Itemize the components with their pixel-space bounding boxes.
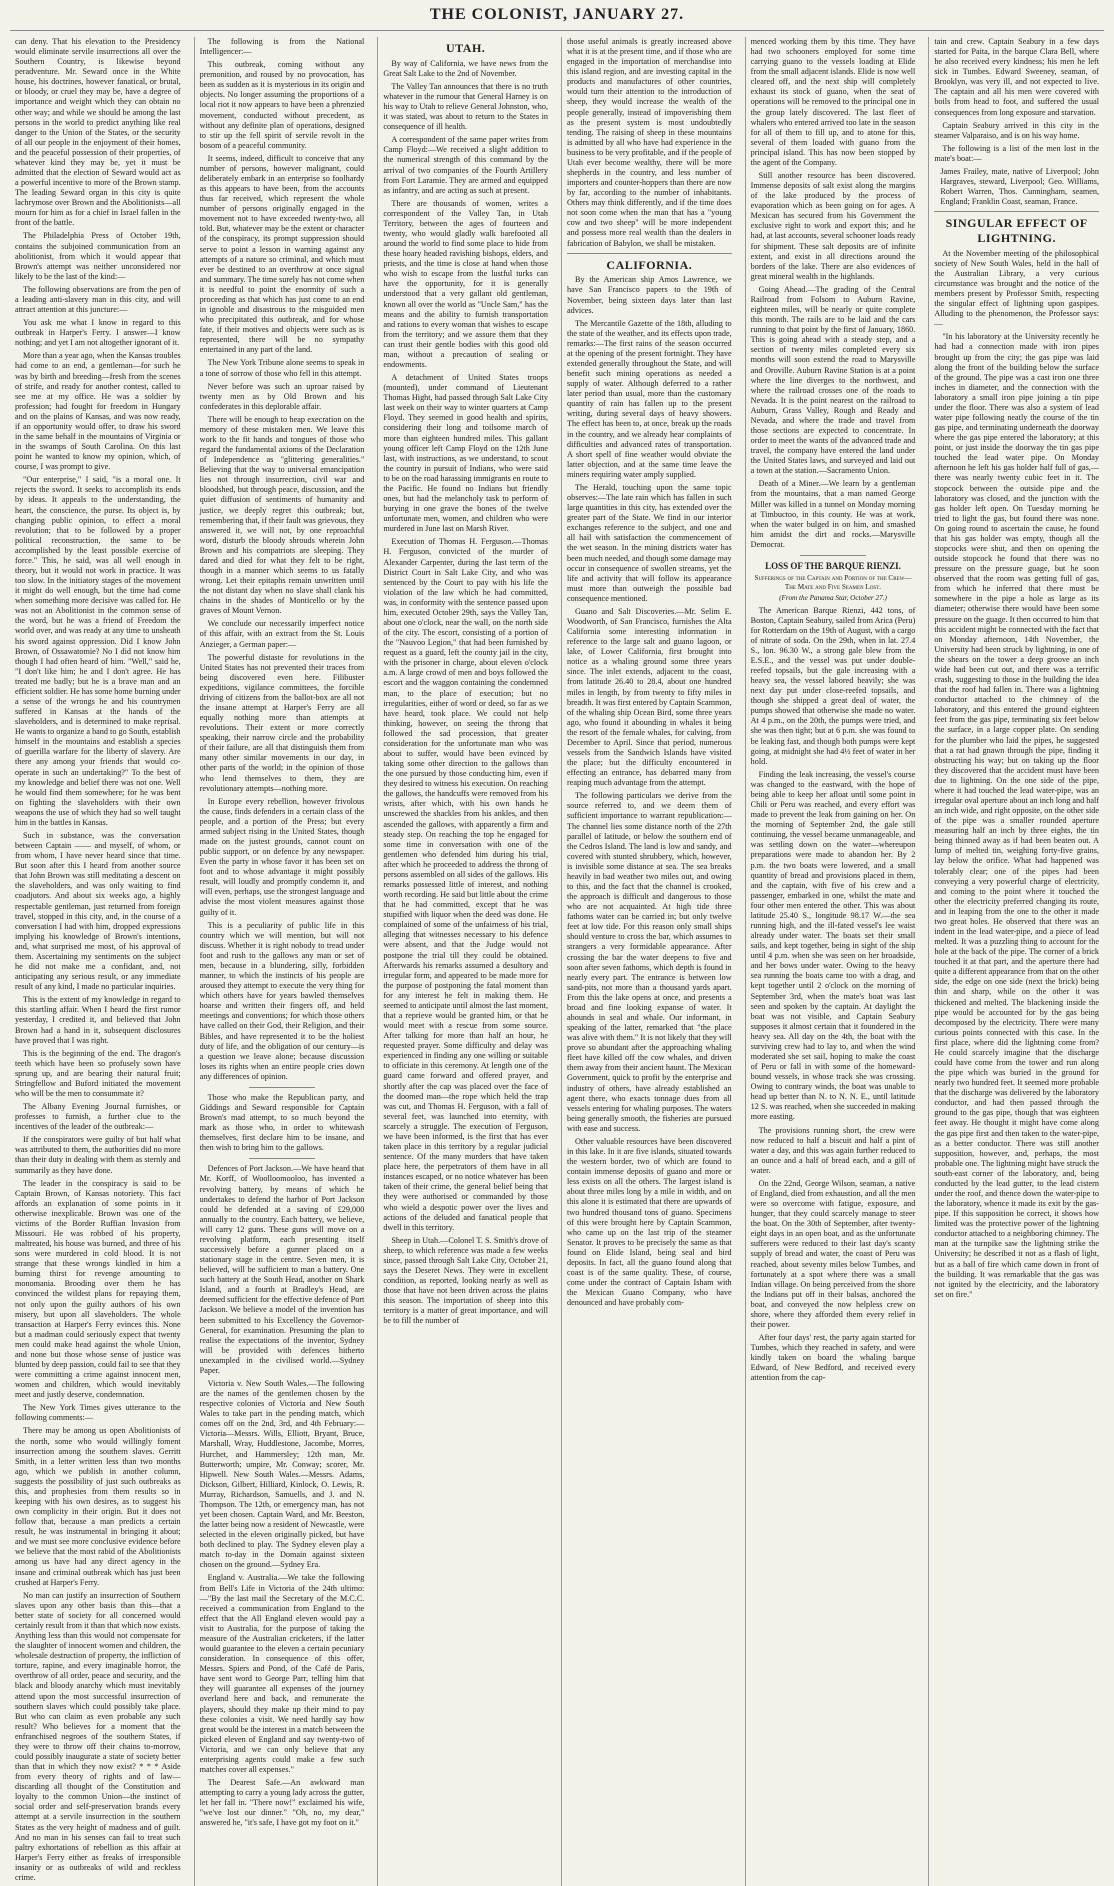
article-paragraph: It seems, indeed, difficult to conceive that any number of persons, however malignant, could deliberately embark in an enterprise so foolhardy as this appears to have been, from the accounts thus far received, which represent the whole number of persons originally engaged in the movement not to have exceeded twenty-two, all told. But, whatever may be the extent or character of the conspiracy, its prompt suppression should serve to point a lesson in warning against any attempts of a nature so criminal, and which must ever be destined to an overthrow at once signal and summary. The time surely has not come when it is needful to point the enormity of such a proceeding as that which has just come to an end in ignoble and disastrous to the misguided men who precipitated this outbreak, and for whose fate, if their motives and objects were such as is represented, there will be no sympathy entertained in any part of the land. bbox=[199, 153, 365, 355]
article-paragraph: those useful animals is greatly increased above what it is at the present time, and if those who are engaged in the importation of merchandise into this island region, and are investing capital in the products and manufactures of other countries, would turn their attention to the introduction of sheep, they would increase the wealth of the people generally, instead of impoverishing them as the present system is most undoubtedly tending. The raising of sheep in these mountains is admitted by all who have had experience in the business to be very profitable, and if the people of Utah ever become wealthy, there will be more shepherds in the country, and less number of importers and counter-hoppers than there are now by far, according to the number of inhabitants. Others may think differently, and if the time does not soon come when the man that has a "young cow and two sheep" will be more independent and possess more real wealth than the dealers in fabrication of Babylon, we shall be mistaken. bbox=[567, 37, 732, 248]
article-paragraph: The New York Tribune alone seems to speak in a tone of sorrow of those who fell in this attempt. bbox=[199, 358, 365, 378]
article-sheep: Sheep in Utah.—Colonel T. S. Smith's drove of sheep, to which reference was made a few weeks since, passed through Salt Lake City, October 21, says the Deseret News. They were in excellent condition, as reported, looking nearly as well as those that have not been driven across the plains this season. The importation of sheep into this territory is a matter of great importance, and will be to fill the number of bbox=[383, 1235, 548, 1326]
article-paragraph: The New York Times gives utterance to the following comments:— bbox=[15, 1403, 181, 1423]
article-cricket-england: England v. Australia.—We take the following from Bell's Life in Victoria of the 24th ultimo:—"By the last mail the Secretary of the M.C.C. received a communication from England to the effect that the All England eleven would pay a visit to Australia, for the purpose of taking the measure of the Australian cricketers, if the latter would guarantee to the eleven a certain pecuniary consideration. In consequence of this offer, Messrs. Spiers and Pond, of the Café de Paris, have sent word to George Parr, telling him that they will guarantee all expenses of the journey overland here and back, and remunerate the players, should they make up their mind to pay these colonies a visit. We need hardly say how great would be the interest in a match between the picked eleven of England and say twenty-two of Victoria, and we can only believe that any enterprising agents could make a few such matches cover all expenses." bbox=[199, 1573, 365, 1774]
column-3 bbox=[377, 37, 553, 1886]
article-paragraph: No man can justify an insurrection of Southern slaves upon any other basis than this—that a better state of society for all concerned would certainly result from it than that which now exists. Anything less than this would not compensate for the slaughter of innocent women and children, the wholesale destruction of property, the infliction of torture, rapine, and every imaginable horror, the overthrow of all order, peace and security, and the black and bloody anarchy which must inevitably attend upon the most successful insurrection of southern slaves which could possibly take place. But who can claim as even probable any such result? Who believes for a moment that the enfranchised negroes of the southern States, if they were to throw off their chains to-morrow, could possibly inaugurate a state of society better than that in which they now exist? * * * Aside from every theory of rights and of law—discarding all thought of the Constitution and loyalty to the common Union—the instinct of social order and self-preservation brands every attempt at a servile insurrection in the southern States as the very height of madness and of guilt. And no man in his senses can fail to treat such paltry exhortations of rebellion as this affair at Harper's Ferry either as freaks of irresponsible insanity or as outbreaks of wild and reckless crime. bbox=[15, 1590, 181, 1882]
article-paragraph: Those who make the Republican party, and Giddings and Seward responsible for Captain Brown's mad attempt, to so much beyond the mark as those who, in order to whitewash themselves, first declare him to be insane, and then wish to bring him to the gallows. bbox=[199, 1092, 365, 1153]
article-paragraph: This is a peculiarity of public life in this country which we will mention, but will not discuss. Whether it is right nobody to tread under foot and rush to the gallows any man or set of men, because in a blundering, silly, forbidden manner, to which the instincts of his people are aroused they attempt to execute the very thing for which others have for years bawled themselves hoarse and written their fingers off, and held meetings and conventions; for which those others have called on their God, their Religion, and their Bibles, and have represented it to be the holiest duty of life, and the obligation of our century—is a question we leave alone; because discussion loses its rights when an entire people cries down any differences of opinion. bbox=[199, 920, 365, 1081]
section-heading-lightning: SINGULAR EFFECT OF LIGHTNING. bbox=[945, 216, 1088, 245]
article-paragraph: The Philadelphia Press of October 19th, contains the subjoined communication from an abolitionist, from which it would appear that Brown's attempt was neither unconsidered nor likely to be the last of the kind:— bbox=[15, 231, 181, 281]
article-paragraph: More than a year ago, when the Kansas troubles had come to an end, a gentleman—for such he was by birth and breeding—fresh from the scenes of strife, and ready for another contest, called to see me at my office. He was a soldier by profession; had fought for freedom in Hungary and on the plains of Kansas, and was now ready, if an opportunity would offer, to draw his sword in the same behalf in the mountains of Virginia or in the swamps of South Carolina. On this last point he wanted to know my opinion, which, of course, I was prompt to give. bbox=[15, 351, 181, 472]
article-paragraph: The Mercantile Gazette of the 18th, alluding to the state of the weather, and its effects upon trade, remarks:—The first rains of the season occurred at the opening of the present fortnight. They have extended generally throughout the State, and will benefit such mining operations as needed a supply of water. Although deferred to a rather later period than usual, more than the customary quantity of rain has fallen up to the present writing, during several days of heavy showers. The effect has been to, at once, break up the roads in the country, and we already hear complaints of difficulties and advanced rates of transportation. A short spell of fine weather would obviate the latter objection, and at the same time leave the miners requiring water amply supplied. bbox=[567, 318, 732, 479]
article-dearest-safe: The Dearest Safe.—An awkward man attempting to carry a young lady across the gutter, let her fall in. "There now!" exclaimed his wife, "we've lost our dinner." "Oh, no, my dear," answered he, "it's safe, I have got my foot on it." bbox=[199, 1778, 365, 1828]
article-paragraph: menced working them by this time. They have had two schooners employed for some time carrying guano to the vessels loading at Elide from the small adjacent islands. Elide is now well cleared off, and the next ship will completely exhaust its stock of guano, when the seat of operations will be removed to the principal one in the group lately discovered. The last fleet of whalers who entered arrived too late in the season for all of them to fill up, and to atone for this, several of them loaded with guano from the principal island. This has now been stopped by the agent of the Company. bbox=[750, 37, 916, 167]
article-paragraph: The following particulars we derive from the source referred to, and we deem them of sufficient importance to warrant republication:—The channel lies some distance north of the 27th parallel of latitude, or below the southern end of the Cedros Island. The land is low and sandy, and covered with stunted shrubbery, which, however, is invisible some distance at sea. The sea breaks heavily in bad weather two miles out, and owing to this, and the fact that the channel is crooked, the approach is difficult and dangerous to those who are not acquainted. At high tide three fathoms water can be carried in; but only twelve feet at low tide. For this reason only small ships should venture to cross the bar, which assumes to strangers a very formidable appearance. After crossing the bar the water deepens to five and soon after seven fathoms, which depth is found in nearly every part. The entrance is between low sand-pits, not more than a thousand yards apart. From this the lake opens at once, and presents a broad and fine looking expanse of water. It abounds in seal and whale. Our informant, in speaking of the latter, remarked that "the place was alive with them." It is not likely that they will prove so abundant after the approaching whaling fleet have killed off the cow whales, and driven them away from their ancient haunt. The Mexican Government, quick to profit by the enterprise and industry of others, have already established an agent there, who exacts tonnage dues from all vessels entering for whaling purposes. The waters being generally smooth, the fisheries are pursued with ease and success. bbox=[567, 791, 732, 1133]
article-paragraph: Other valuable resources have been discovered in this lake. In it are five islands, situated towards the western border, two of which are found to contain immense deposits of guano and more or less exists on all the others. The largest island is about three miles long by a mile in width, and on this alone it is estimated that there are upwards of two hundred thousand tons of guano. Specimens of this were brought here by Captain Scammon, who came up on the last trip of the steamer Senator. It proves to be precisely the same as that found on Elide Island, being seal and bird deposits. In fact, all the guano found along that coast is of the same quality. These, of course, come under the contract of Captain Isham with the Mexican Guano Company, who have denounced and have probably com- bbox=[567, 1136, 732, 1308]
article-paragraph: The Herald, touching upon the same topic observes:—The late rain which has fallen in such large quantities in this city, has extended over the greater part of the State. We find in our interior exchanges reference to the subject, and one and all hail with satisfaction the commencement of the wet season. In the mining districts water has been much needed, and though some damage may occur in consequence of swollen streams, yet the life and activity that will follow its appearance must more than outweigh the possible bad consequence mentioned. bbox=[567, 482, 732, 603]
section-source: (From the Panama Star, October 27.) bbox=[779, 593, 887, 602]
article-paragraph: This outbreak, coming without any premonition, and roused by no provocation, has been as sudden as it is mysterious in its origin and objects. No longer assuming the proportions of a local riot it now appears to have been a phrenzied movement, conducted without precedent, as without any definite plan of operations, designed to stir up the fell spirit of servile revolt in the bosom of a peaceful community. bbox=[199, 60, 365, 150]
article-paragraph: We conclude our necessarily imperfect notice of this affair, with an extract from the St. Louis Anzieger, a German paper:— bbox=[199, 619, 365, 649]
article-paragraph: You ask me what I know in regard to this outbreak in Harper's Ferry. I answer—I know nothing; and yet I am not altogether ignorant of it. bbox=[15, 318, 181, 348]
column-5 bbox=[745, 37, 921, 1886]
article-execution: Execution of Thomas H. Ferguson.—Thomas H. Ferguson, convicted of the murder of Alexander Carpenter, during the last term of the District Court in Salt Lake City, and who was sentenced by the Court to pay with his life the violation of the law which he had committed, was, in conformity with the sentence passed upon him, executed October 29th, says the Valley Tan, about one o'clock, near the wall, on the north side of the city. The escort, consisting of a portion of the "Nauvoo Legion," that had been furnished by request as a guard, left the county jail in the city, with the prisoner in charge, about eleven o'clock a.m. A large crowd of men and boys followed the escort and the waggon containing the condemned man, to the place of execution; but no irregularities, either of word or deed, so far as we have heard, took place. We could not help thinking, however, on seeing the throng that followed the sad procession, that greater consideration for the unfortunate man who was about to suffer, would have been evinced by taking some other direction to the gallows than the one pursued by those conducting him, even if they desired to witness his execution. On reaching the gallows, the handcuffs were removed from his wrists, after which, with his own hands he unscrewed the shackles from his ankles, and then ascended the gallows, with apparently a firm and steady step. On reaching the top he engaged for some time in conversation with one of the gentlemen who defended him during his trial, after which he proceeded to address the throng of persons assembled on all sides of the gallows. His remarks possessed little of interest, and nothing worth recording. He said but little about the crime that he had committed, except that he was stupified with liquor when the deed was done. He complained of some of the unfairness of his trial, alleging that witnesses necessary to his defence were absent, and that the Judge would not postpone the trial till they could be obtained. Afterwards his remarks assumed a desultory and irregular form, and appeared to be made more for the purpose of postponing the fatal moment than for any interest he felt in making them. He seemed to anticipate until almost the last moment, that a reprieve would be granted him, or that he would meet with a rescue from some source. After talking for more than half an hour, he requested prayer. Some difficulty and delay was experienced in finding any one willing or suitable to officiate in this ceremony. At length one of the guard came forward and offered prayer, and shortly after the cap was placed over the face of the doomed man—the rope which held the trap was cut, and Thomas H. Ferguson, with a fall of several feet, was launched into eternity, with scarcely a struggle. The execution of Ferguson, we have been informed, is the first that has ever taken place in this territory by a regular judicial sentence. Of the many murders that have taken place here, the perpetrators of them have in all instances escaped, or no notice whatever has been taken of their crime, the general belief being that they were authorised or commanded by those who wield a despotic power over the lives and actions of the deluded and fanatical people that dwell in this territory. bbox=[383, 537, 548, 1232]
article-paragraph: This is the extent of my knowledge in regard to this startling affair. When I heard the first rumor yesterday, I credited it, and believed that John Brown had a hand in it, subsequent disclosures have proved that I was right. bbox=[15, 995, 181, 1045]
divider bbox=[567, 253, 732, 254]
article-paragraph: If the conspirators were guilty of but half what was attributed to them, the authorities did no more than their duty in dealing with them as sternly and summarily as they have done. bbox=[15, 1135, 181, 1175]
article-paragraph: The following observations are from the pen of a leading anti-slavery man in this city, and will attract attention at this juncture:— bbox=[15, 284, 181, 315]
article-paragraph: Such in substance, was the conversation between Captain —— and myself, of whom, or from whom, I have never heard since that time. But soon after this I heard from another source that John Brown was still meditating a descent on the slaveholders, and was only waiting to find coadjutors. And about six weeks ago, a highly respectable gentleman, just returned from foreign travel, stopped in this city, and, in the course of a conversation I had with him, dropped expressions implying his knowledge of Brown's intentions, and, what surprised me most, of his approval of them. Ascertaining my sentiments on the subject he did not make me a confidant, and, not anticipating any serious result, or any immediate result of any kind, I made no particular inquiries. bbox=[15, 831, 181, 992]
masthead bbox=[10, 0, 1104, 31]
article-paragraph: Never before was such an uproar raised by twenty men as by Old Brown and his confederates in this deplorable affair. bbox=[199, 381, 365, 411]
article-paragraph: tain and crew. Captain Seabury in a few days started for Paita, in the barque Clara Bell, where he also received every kindness; his men he left sick in Tumbes. Edward Sweeney, seaman, of Brooklyn, was very ill, and not expected to live. The captain and all his men were covered with boils from head to foot, and suffered the usual consequences from long exposure and starvation. bbox=[934, 37, 1099, 117]
article-paragraph: This is the beginning of the end. The dragon's teeth which have been so profusely sown have sprung up, and are bearing their natural fruit; Stringfellow and Buford initiated the movement who will be the men to consummate it? bbox=[15, 1048, 181, 1098]
article-paragraph: The Valley Tan announces that there is no truth whatever in the rumour that General Harney is on his way to Utah to relieve General Johnston, who, it was stated, was about to return to the States in consequence of ill health. bbox=[383, 81, 548, 132]
article-paragraph: Finding the leak increasing, the vessel's course was changed to the eastward, with the hope of being able to keep her afloat until some point in Chili or Peru was reached, and every effort was made to prevent the leak from gaining on her. On the morning of September 2nd, the gale still continuing, the vessel became unmanageable, and was settling down on the water—whereupon preparations were made to abandon her. By 2 p.m. the two boats were lowered, and a small quantity of bread and provisions placed in them, and the captain, with five of his crew and a passenger, embarked in one, whilst the mate and four other men entered the other. This was about latitude 25.40 S., longitude 98.17 W.—the sea running high, and the ill-fated vessel's lee waist already under water. The boats set their small sails, and kept together, being in sight of the ship until 4 p.m. when she was seen on her broadside, and her bows under water. Owing to the heavy sea running the boats came too with a drag, and kept together until 2 o'clock on the morning of September 3rd, when the mate's boat was last seen and spoken by the captain. At daylight the boat was not visible, and Captain Seabury supposes it almost certain that it foundered in the heavy sea. All day on the 4th, the boat with the surviving crew had to lay to, and when the wind moderated she set sail, hoping to make the coast of Peru or fall in with some of the homeward-bound vessels, in whose track she was crossing. Owing to contrary winds, the boat was unable to head up better than N. to N. N. E., until latitude 12 S. was reached, when she succeeded in making more easting. bbox=[750, 769, 916, 1122]
article-intro: The following is from the National Intelligencer:— bbox=[199, 37, 365, 57]
column-1 bbox=[10, 37, 186, 1886]
section-subheading: Sufferings of the Captain and Portion of the Crew—The Mate and Five Seamen Lost. bbox=[754, 573, 912, 591]
divider bbox=[249, 1158, 315, 1159]
article-paragraph: In Europe every rebellion, however frivolous the cause, finds defenders in a certain class of the people, and a portion of the Press; but every armed subject rising in the United States, though made on the justest grounds, cannot count on public support, or on defence by any newspaper. Even the party in whose favor it has been set on foot and to whose advantage it might possibly result, will loudly and promptly condemn it, and will even, perhaps, use the strongest language and advise the most violent measures against those guilty of it. bbox=[199, 796, 365, 917]
article-paragraph: There may be among us open Abolitionists of the north, some who would willingly foment insurrection among the southern slaves. Gerritt Smith, in a letter written less than two months ago, which we publish in another column, suggests the possibility of just such outbreaks as this, and prophesies from them results so in keeping with his own desires, as to suggest his own complicity in their origin. But it does not follow that, because a man predicts a certain result, he was instrumental in bringing it about; and we must see more conclusive evidence before we believe that the most rabid of the Abolitionists among us have had any direct agency in the insane and criminal outbreak which has just been crushed at Harper's Ferry. bbox=[15, 1426, 181, 1587]
article-defences: Defences of Port Jackson.—We have heard that Mr. Korff, of Woolloomooloo, has invented a revolving battery, by means of which he undertakes to defend the harbor of Port Jackson could be defended at a saving of £29,000 annually to the country. Each battery, we believe, will carry 12 guns. These guns will move on a revolving platform, each presenting itself successively before a gunner placed on a stationary stage in the centre. Seven men, it is believed, will be sufficient to man a battery. One such battery at the South Head, another on Shark Island, and a fourth at Bradley's Head, are deemed sufficient for the effective defence of Port Jackson. We believe a model of the invention has been submitted to his Excellency the Governor-General, for examination. Presuming the plan to realise the expectations of the inventor, Sydney will be provided with defences hitherto unexampled in the civilised world.—Sydney Paper. bbox=[199, 1164, 365, 1375]
article-paragraph: At the November meeting of the philosophical society of New South Wales, held in the hall of the Australian Library, a very curious circumstance was brought and the notice of the members present by Professor Smith, respecting the singular effect of lightning upon gaspipes. Alluding to the phenomenon, the Professor says:— bbox=[934, 248, 1099, 329]
divider bbox=[934, 211, 1099, 212]
article-paragraph: The provisions running short, the crew were now reduced to half a biscuit and half a pint of water a day, and this was again further reduced to an ounce and a half of bread each, and a gill of water. bbox=[750, 1125, 916, 1175]
article-paragraph: The leader in the conspiracy is said to be Captain Brown, of Kansas notoriety. This fact affords an explanation of some points in it otherwise inexplicable. Brown was one of the victims of the Border Ruffian Invasion from Missouri. He was robbed of his property, maltreated, his house was burned, and three of his sons were murdered in cold blood. It is not strange that these wrongs kindled in him a burning thirst for revenge amounting to monomania. Brooding over them he has convinced the wildest plans for repaying them, not only upon the guilty authors of his own misery, but upon all slaveholders. The whole transaction at Harper's Ferry evinces this. None but a madman could seriously expect that twenty men could make head against the whole Union, and none but those whose sense of justice was blunted by deep passion, could fail to see that they were committing a crime against innocent men, women and children, which would inevitably meet and justly deserve, condemnation. bbox=[15, 1178, 181, 1400]
article-paragraph: A correspondent of the same paper writes from Camp Floyd:—We received a slight addition to the numerical strength of this command by the arrival of two companies of the Fourth Artillery from Fort Laramie. They are armed and equipped as infantry, and are acting as such at present. bbox=[383, 135, 548, 195]
article-paragraph: "Our enterprise," I said, "is a moral one. It rejects the sword. It seeks to accomplish its ends by ideas. It appeals to the understanding, the heart, the conscience, the purse. Its object is, by changing public opinion, to effect a moral revolution; that to be followed by a proper political reconstruction, the same to be accomplished by the least possible exercise of force." This, he said, was all well enough in theory, but it would not work in practice. It was too slow. In the initiatory stages of the movement it might do well enough, but the time had come when something more decisive was called for. He was not an Abolitionist in the common sense of the word, but he was a friend of Freedom the world over, and was ready at any time to unsheath his sword against oppression. Did I know John Brown, of Ossawatomie? No I did not know him though I had often heard of him. "Well," said he, "I don't like him; he and I don't agree. He has treated me badly; but he is a brave man and an efficient soldier. He has some home burning under a sense of the wrongs he and his countrymen suffered in Kansas at the hands of the slaveholders, and is determined to make reprisal. He wants to organize a band to go South, establish himself in the mountains and establish a species of guerilla warfare for the liberty of slavery. Are there any among your friends that would co-operate in such an undertaking?" To the best of my knowledge and belief there was not one. Well he would find them somewhere; for he was bent on fighting the slaveholders with their own weapons the use of which they had so well taught him in the battles in Kansas. bbox=[15, 475, 181, 827]
article-paragraph: The following is a list of the men lost in the mate's boat:— bbox=[934, 143, 1099, 163]
column-4 bbox=[561, 37, 737, 1886]
article-death-miner: Death of a Miner.—We learn by a gentleman from the mountains, that a man named George Miller was killed in a tunnel on Monday morning at Timbuctoo, in this county. He was at work, when the water bulged in on him, and smashed him amidst the dirt and rocks.—Marysville Democrat. bbox=[750, 479, 916, 549]
article-paragraph: Still another resource has been discovered. Immense deposits of salt exist along the margins of the lake produced by the process of evaporation which as been going on for ages. A Mexican has secured from his Government the exclusive right to work and export this; and he had, at last accounts, several schooner loads ready for shipment. These salt deposits are of infinite extent, and exist in all directions around the borders of the lake. There are also evidences of great mineral wealth in the highlands. bbox=[750, 171, 916, 281]
article-paragraph: By the American ship Amos Lawrence, we have San Francisco papers to the 19th of November, being sixteen days later than last advices. bbox=[567, 275, 732, 315]
article-paragraph: The powerful distaste for revolutions in the United States has not prevented their traces from being discovered even here. Filibuster expeditions, vigilance committees, the forcible driving of citizens from the ballot-box are all not the insane attempt at Harper's Ferry are all equally nothing more than attempts at revolutions. Their extent or more correctly speaking, their narrow circle and the probability of their failure, are all that distinguish them from many other similar movements in our day, in other parts of the world; in the opinion of those who lend themselves to them, they are revolutionary attempts—nothing more. bbox=[199, 652, 365, 793]
column-2 bbox=[194, 37, 370, 1886]
article-guano: Guano and Salt Discoveries.—Mr. Selim E. Woodworth, of San Francisco, furnishes the Alta California some interesting information in reference to the large salt and guano lagoon, or lake, of Lower California, first brought into notice as a whaling ground some three years since. The inlet extends, adjacent to the coast, from latitude 26.40 to 28.4, about one hundred miles in length, by from twenty to fifty miles in breadth. It was first entered by Captain Scammon, of the whaling ship Ocean Bird, some three years ago, who found it abounding in whales it being the resort of the female whales, for calving, from December to April. Since that period, numerous vessels from the Sandwich Islands have visited the place; but the difficulty encountered in effecting an entrance, has debarred many from reaping much advantage from the attempt. bbox=[567, 606, 732, 788]
column-6 bbox=[928, 37, 1104, 1886]
section-heading-rienzi: LOSS OF THE BARQUE RIENZI. bbox=[765, 560, 901, 571]
article-paragraph: The American Barque Rienzi, 442 tons, of Boston, Captain Seabury, sailed from Arica (Peru) for Rotterdam on the 19th of August, with a cargo of nitrate of soda. On the 29th, when in lat. 27.4 S., lon. 96.30 W., a strong gale blew from the E.S.E., and the vessel was put under double-reefed topsails, but the gale increasing with a heavy sea, the vessel labored heavily; she was next day put under close-reefed topsails, and though she shipped a great deal of water, the pumps showed that otherwise she made no water. At 4 p.m., on the 20th, the pumps were tried, and she was then tight; but at 6 p.m. she was found to be leaking fast, and though both pumps were kept going, at midnight she had 4½ feet of water in her hold. bbox=[750, 605, 916, 766]
article-paragraph: There will be enough to heap execration on the memory of these mistaken men. We leave this work to the fit hands and tongues of those who regard the fundamental axioms of the Declaration of Independence as "glittering generalities." Believing that the way to universal emancipation lies not through insurrection, civil war and bloodshed, but through peace, discussion, and the quiet diffusion of sentiments of humanity and justice, we deeply regret this outbreak; but, remembering that, if their fault was grievous, they answered it, we will not, by one reproachful word, disturb the bloody shrouds wherein John Brown and his compatriots are sleeping. They dared and died for what they felt to be right, though in a manner which seems to us fatally wrong. Let their epitaphs remain unwritten until the not distant day when no slave shall clank his chains in the shades of Monticello or by the graves of Mount Vernon. bbox=[199, 414, 365, 616]
article-cricket-victoria: Victoria v. New South Wales.—The following are the names of the gentlemen chosen by the respective colonies of Victoria and New South Wales to take part in the pending match, which comes off on the 2nd, 3rd, and 4th February:—Victoria—Messrs. Wills, Elliott, Bryant, Bruce, Marshall, Wray, Huddlestone, Jacombe, Morres, Hurchet, and Hammersley; 12th man, Mr. Butterworth; umpire, Mr. Conway; scorer, Mr. Hipwell. New South Wales.—Messrs. Adams, Dickson, Gilbert, Hilliard, Kinlock, O. Lewis, R. Murray, Richardson, Samuells, and J. and N. Thompson. The 12th, or emergency man, has not yet been chosen. Captain Ward, and Mr. Beeston, the latter being now a resident of Newcastle, were selected in the eleven originally picked, but have both declined to play. The Sydney eleven play a match to-day in the Domain against sixteen chosen on the ground.—Sydney Era. bbox=[199, 1379, 365, 1570]
lost-men-list: James Frailey, mate, native of Liverpool; John Hargraves, steward, Liverpool; Geo. Williams, Robert Warren, Thos. Cunningham, seamen, England; Franklin Coast, seaman, France. bbox=[940, 166, 1099, 207]
article-paragraph: "In his laboratory at the University recently he had had a connection made with iron pipes brought up from the city; the gas pipe was laid along the front of the building below the surface of the ground. The pipe was a cast iron one three inches in diameter, and the connection with the laboratory a small iron pipe joining a tin pipe under the floor. There was also a system of lead water pipe following neatly the course of the tin gas pipe, and terminating underneath the doorway where the gas pipe entered the laboratory; at this point, or just inside the doorway the tin gas pipe touched the lead water pipe. On Monday afternoon he left his gas holder half full of gas,—there was nearly twenty cubic feet in it. The stopcock between the outside pipe and the laboratory was closed, and the junction with the gas holder left open. On Tuesday morning he tried to light the gas, but found there was none. On going round to ascertain the cause, he found that his gas holder was empty, though all the stopcocks were shut, and then on opening the outside stopcock he found that there was no pressure on the pressure guage, but he soon observed that the room was getting full of gas, from which he inferred that there must be somewhere in the pipe a hole as large as its diameter; otherwise there would have been some pressure on the guage. It then occurred to him that this accident might be connected with the fact that on Monday afternoon, 14th November, the University had been struck by lightning, in one of the shears on the tower a deep groove an inch wide had been cut out, and there was a terrific crash, suggesting to those in the building the idea that the roof had fallen in. There was a lightning conductor attached to the chimney of the laboratory, and this entered the ground eighteen feet from the gas pipe, terminating six feet below the surface, in a large copper plate. On sending for the plumber who laid the pipes, he suggested that a rat had gnawn through the pipe, finding it obstructing his way; but on taking up the floor they discovered that the accident must have been due to lightning. On the one side of the pipe, where it had touched the lead water-pipe, was an irregular oval aperture about an inch long and half an inch wide, and right opposite, on the other side of the pipe was a smaller rounded aperture measuring half an inch by three eights, the tin being thinned away as if had been beaten out. A lump of melted tin, weighing forty-five grains, lay below the orifice. What had happened was tolerably clear; one of the pipes had been conveying a very powerful charge of electricity, and coming to the point where it touched the other the electricity preferred changing its route, and in leaping from the one to the other it made two great holes. He observed that there was an indent in the lead water-pipe, and a piece of lead melted. It was a puzzling thing to account for the hole at the back of the pipe. The corner of a brick touched it at that part, and the aperture there had quite a different appearance from that on the other side, the edge on one side (next the brick) being thin and sharp, while on the other it was thickened and melted. The blackening inside the pipe would be accounted for by the gas being decomposed by the electricity. There were many curious points connected with this case. In the first place, where did the lightning come from? He could scarcely imagine that the discharge could have come from the tower and run along the pipe which was buried in the ground for nearly two hundred feet. It seemed more probable that the discharge was delivered by the laboratory conductor, and had then passed through the ground to the gas pipe, though that was eighteen feet away. He thought it might have come along the gas pipe first and then taken to the water-pipe, as a better conductor. There was still another supposition, however, and, perhaps, the most probable one. The lightning might have struck the south-east corner of the laboratory, and, being conducted by the lead gutter, to the lead cistern under the roof, and thence down the water-pipe to the laboratory, whence it made its exit by the gas-pipe. If this supposition be correct, it shows how limited was the protective power of the lightning conductor attached to a neighboring chimney. The man at the turnpike saw the lightning strike the University; he described it not as a flash of light, but as a ball of fire which came down in front of the building. It was remarkable that the gas was not ignited by the electricity, and the laboratory set on fire." bbox=[934, 332, 1099, 1299]
article-paragraph: A detachment of United States troops (mounted), under command of Lieutenant Thomas Hight, had passed through Salt Lake City last week on their way to winter quarters at Camp Floyd. They seemed in good health and spirits, considering their long and toilsome march of more than eighteen hundred miles. This gallant young officer left Camp Floyd on the 12th June last, with instructions, as we understand, to scout the country in pursuit of Indians, who were said to be on the road harassing immigrants en route to the Pacific. He found no Indians but friendly ones, but had the melancholy task to perform of burying in one grave the bones of the twelve unfortunate men, women, and children who were murdered in June last on Marsh River. bbox=[383, 373, 548, 534]
masthead-title: THE COLONIST, JANUARY 27. bbox=[429, 6, 685, 23]
article-paragraph: By way of California, we have news from the Great Salt Lake to the 2nd of November. bbox=[383, 58, 548, 78]
article-paragraph: Captain Seabury arrived in this city in the steamer Valparaiso, and is on his way home. bbox=[934, 120, 1099, 140]
section-heading-utah: UTAH. bbox=[446, 41, 486, 55]
article-paragraph: can deny. That his elevation to the Presidency would eliminate servile insurrections all over the Southern Country, is likewise beyond peradventure. Mr. Seward once in the White house, his doctrines, however fanatical, or brutal, or bloody, or cruel they may be, have a degree of importance and weight which they can obtain no other way; and while we should be among the last persons in the world to predict anything like real danger to the Union of the States, or the security of all our people in the enjoyment of their homes, and the peaceful possession of their properties, of whatever kind they may be, yet it must be admitted that the election of Seward would act as a powerful incentive to more of the Brown stamp. The leading Seward organ in this city is quite lachrymose over Brown and the Abolitionists—all mourn for him as for a chief in Israel fallen in the front of the battle. bbox=[15, 37, 181, 228]
divider bbox=[800, 555, 866, 556]
divider bbox=[249, 1087, 315, 1088]
article-paragraph: On the 22nd, George Wilson, seaman, a native of England, died from exhaustion, and all the men were so overcome with fatigue, exposure, and hunger, that they could scarcely manage to steer the boat. On the 30th of September, after twenty-eight days in an open boat, and as the unfortunate sufferers were reduced to their last day's scanty supply of bread and water, the coast of Peru was reached, about seventy miles below Tumbes, and fortunately at a spot where there was a small Indian village. On being perceived from the shore the Indians put off in their balsas, anchored the boat, and conveyed the now helpless crew on shore, where they afforded them every relief in their power. bbox=[750, 1178, 916, 1330]
article-paragraph: The Albany Evening Journal furnishes, or professes to furnish, a further clue to the incentives of the leader of the outbreak:— bbox=[15, 1102, 181, 1132]
section-heading-california: CALIFORNIA. bbox=[606, 257, 693, 272]
article-paragraph: After four days' rest, the party again started for Tumbes, which they reached in safety, and were kindly taken on board the whaling barque Edward, of New Bedford, and received every attention from the cap- bbox=[750, 1333, 916, 1383]
article-paragraph: There are thousands of women, writes a correspondent of the Valley Tan, in Utah Territory, between the ages of fourteen and twenty, who would gladly walk barefooted all around the world to find some place to hide from these hoary headed ravishing bishops, elders, and priests, and the time is close at hand when those who wish to escape from the lustful turks can have the opportunity, for it is generally understood that a very gallant old gentleman, known all over the world as "Uncle Sam," has the means and the ability to furnish transportation and rations to every woman that wishes to escape from the territory; and we assure them that they can trust their gentle bodies with this good old man, without a precaution of sealing or endowments. bbox=[383, 198, 548, 370]
columns bbox=[10, 31, 1104, 1882]
article-going-ahead: Going Ahead.—The grading of the Central Railroad from Folsom to Auburn Ravine, eighteen miles, will be nearly or quite complete this month. The rails are to be laid and the cars running to that point by the first of January, 1860. This is going ahead with a steady step, and a section of twenty miles completed every six months will soon extend the road to Marysville and Oroville. Auburn Ravine Station is at a point where the line diverges to the northwest, and where the railroad crosses one of the roads to Nevada. It is the point nearest on the railroad to Auburn, Grass Valley, Rough and Ready and Nevada, and where the trade and travel from those sections are expected to concentrate. In order to meet the wants of the advanced trade and travel, the company have entered the land under the United States laws, and surveyed and laid out a town at the station.—Sacramento Union. bbox=[750, 284, 916, 476]
